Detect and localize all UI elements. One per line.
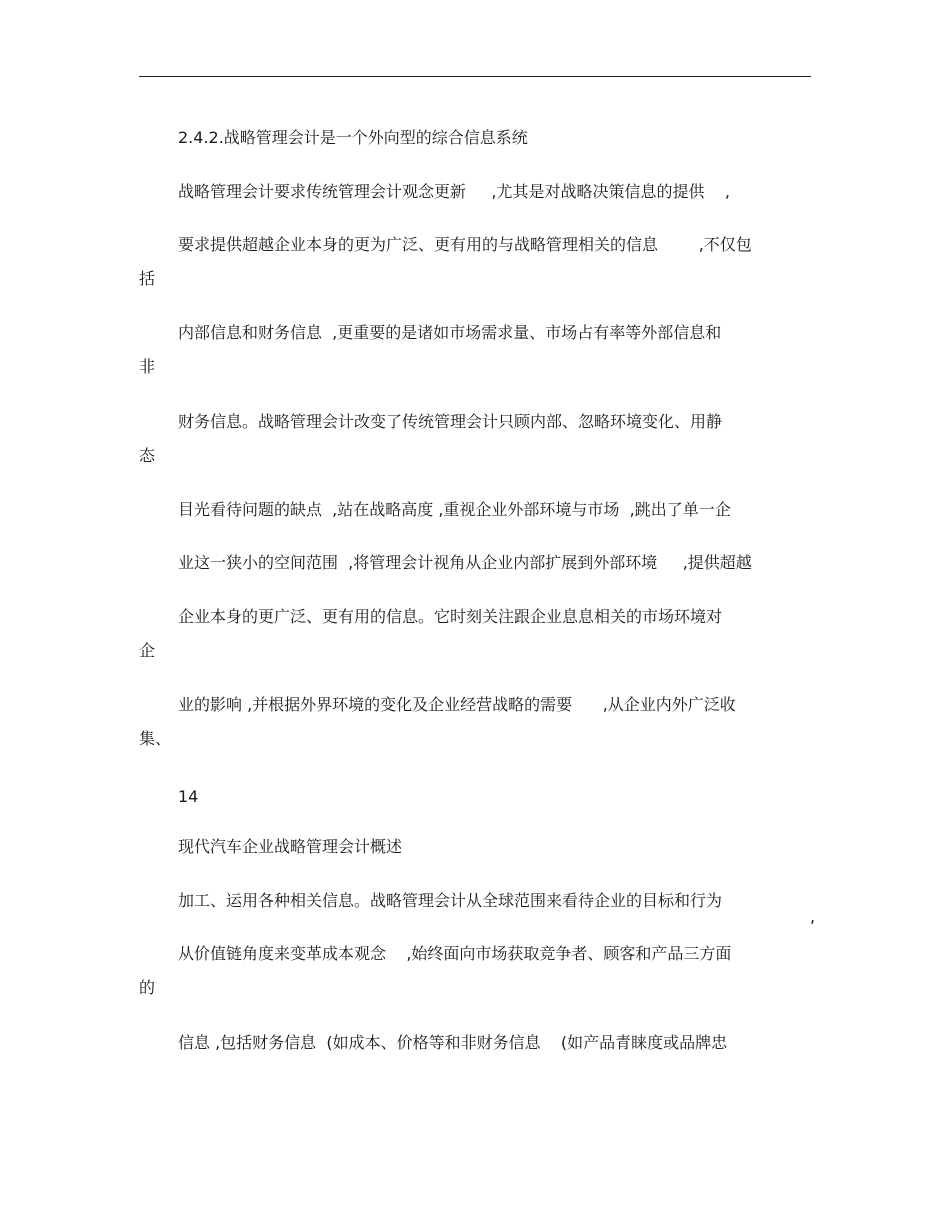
header-rule [139, 76, 811, 77]
text-line: 财务信息。战略管理会计改变了传统管理会计只顾内部、忽略环境变化、用静 [178, 412, 723, 431]
text-line: 从价值链角度来变革成本观念 ,始终面向市场获取竞争者、顾客和产品三方面 [178, 944, 732, 963]
text-line: 内部信息和财务信息 ,更重要的是诸如市场需求量、市场占有率等外部信息和 [178, 323, 722, 342]
text-line-wrap: 集、 [139, 729, 172, 748]
text-line-wrap: 括 [139, 269, 156, 288]
trailing-comma: , [810, 907, 816, 926]
text-line-wrap: 非 [139, 357, 156, 376]
text-line-wrap: 企 [139, 641, 156, 660]
running-title: 现代汽车企业战略管理会计概述 [178, 837, 403, 856]
text-line-wrap: 的 [139, 978, 156, 997]
text-line: 战略管理会计要求传统管理会计观念更新 ,尤其是对战略决策信息的提供 , [178, 182, 730, 201]
text-line: 信息 ,包括财务信息 (如成本、价格等和非财务信息 (如产品青睐度或品牌忠 [178, 1033, 728, 1052]
section-heading: 2.4.2.战略管理会计是一个外向型的综合信息系统 [178, 128, 528, 147]
text-line-wrap: 态 [139, 446, 156, 465]
page-number: 14 [178, 787, 199, 806]
text-line: 业的影响 ,并根据外界环境的变化及企业经营战略的需要 ,从企业内外广泛收 [178, 695, 736, 714]
text-line: 加工、运用各种相关信息。战略管理会计从全球范围来看待企业的目标和行为 [178, 891, 723, 910]
text-line: 企业本身的更广泛、更有用的信息。它时刻关注跟企业息息相关的市场环境对 [178, 607, 723, 626]
text-line: 业这一狭小的空间范围 ,将管理会计视角从企业内部扩展到外部环境 ,提供超越 [178, 553, 752, 572]
text-line: 目光看待问题的缺点 ,站在战略高度 ,重视企业外部环境与市场 ,跳出了单一企 [178, 500, 731, 519]
text-line: 要求提供超越企业本身的更为广泛、更有用的与战略管理相关的信息 ,不仅包 [178, 235, 752, 254]
